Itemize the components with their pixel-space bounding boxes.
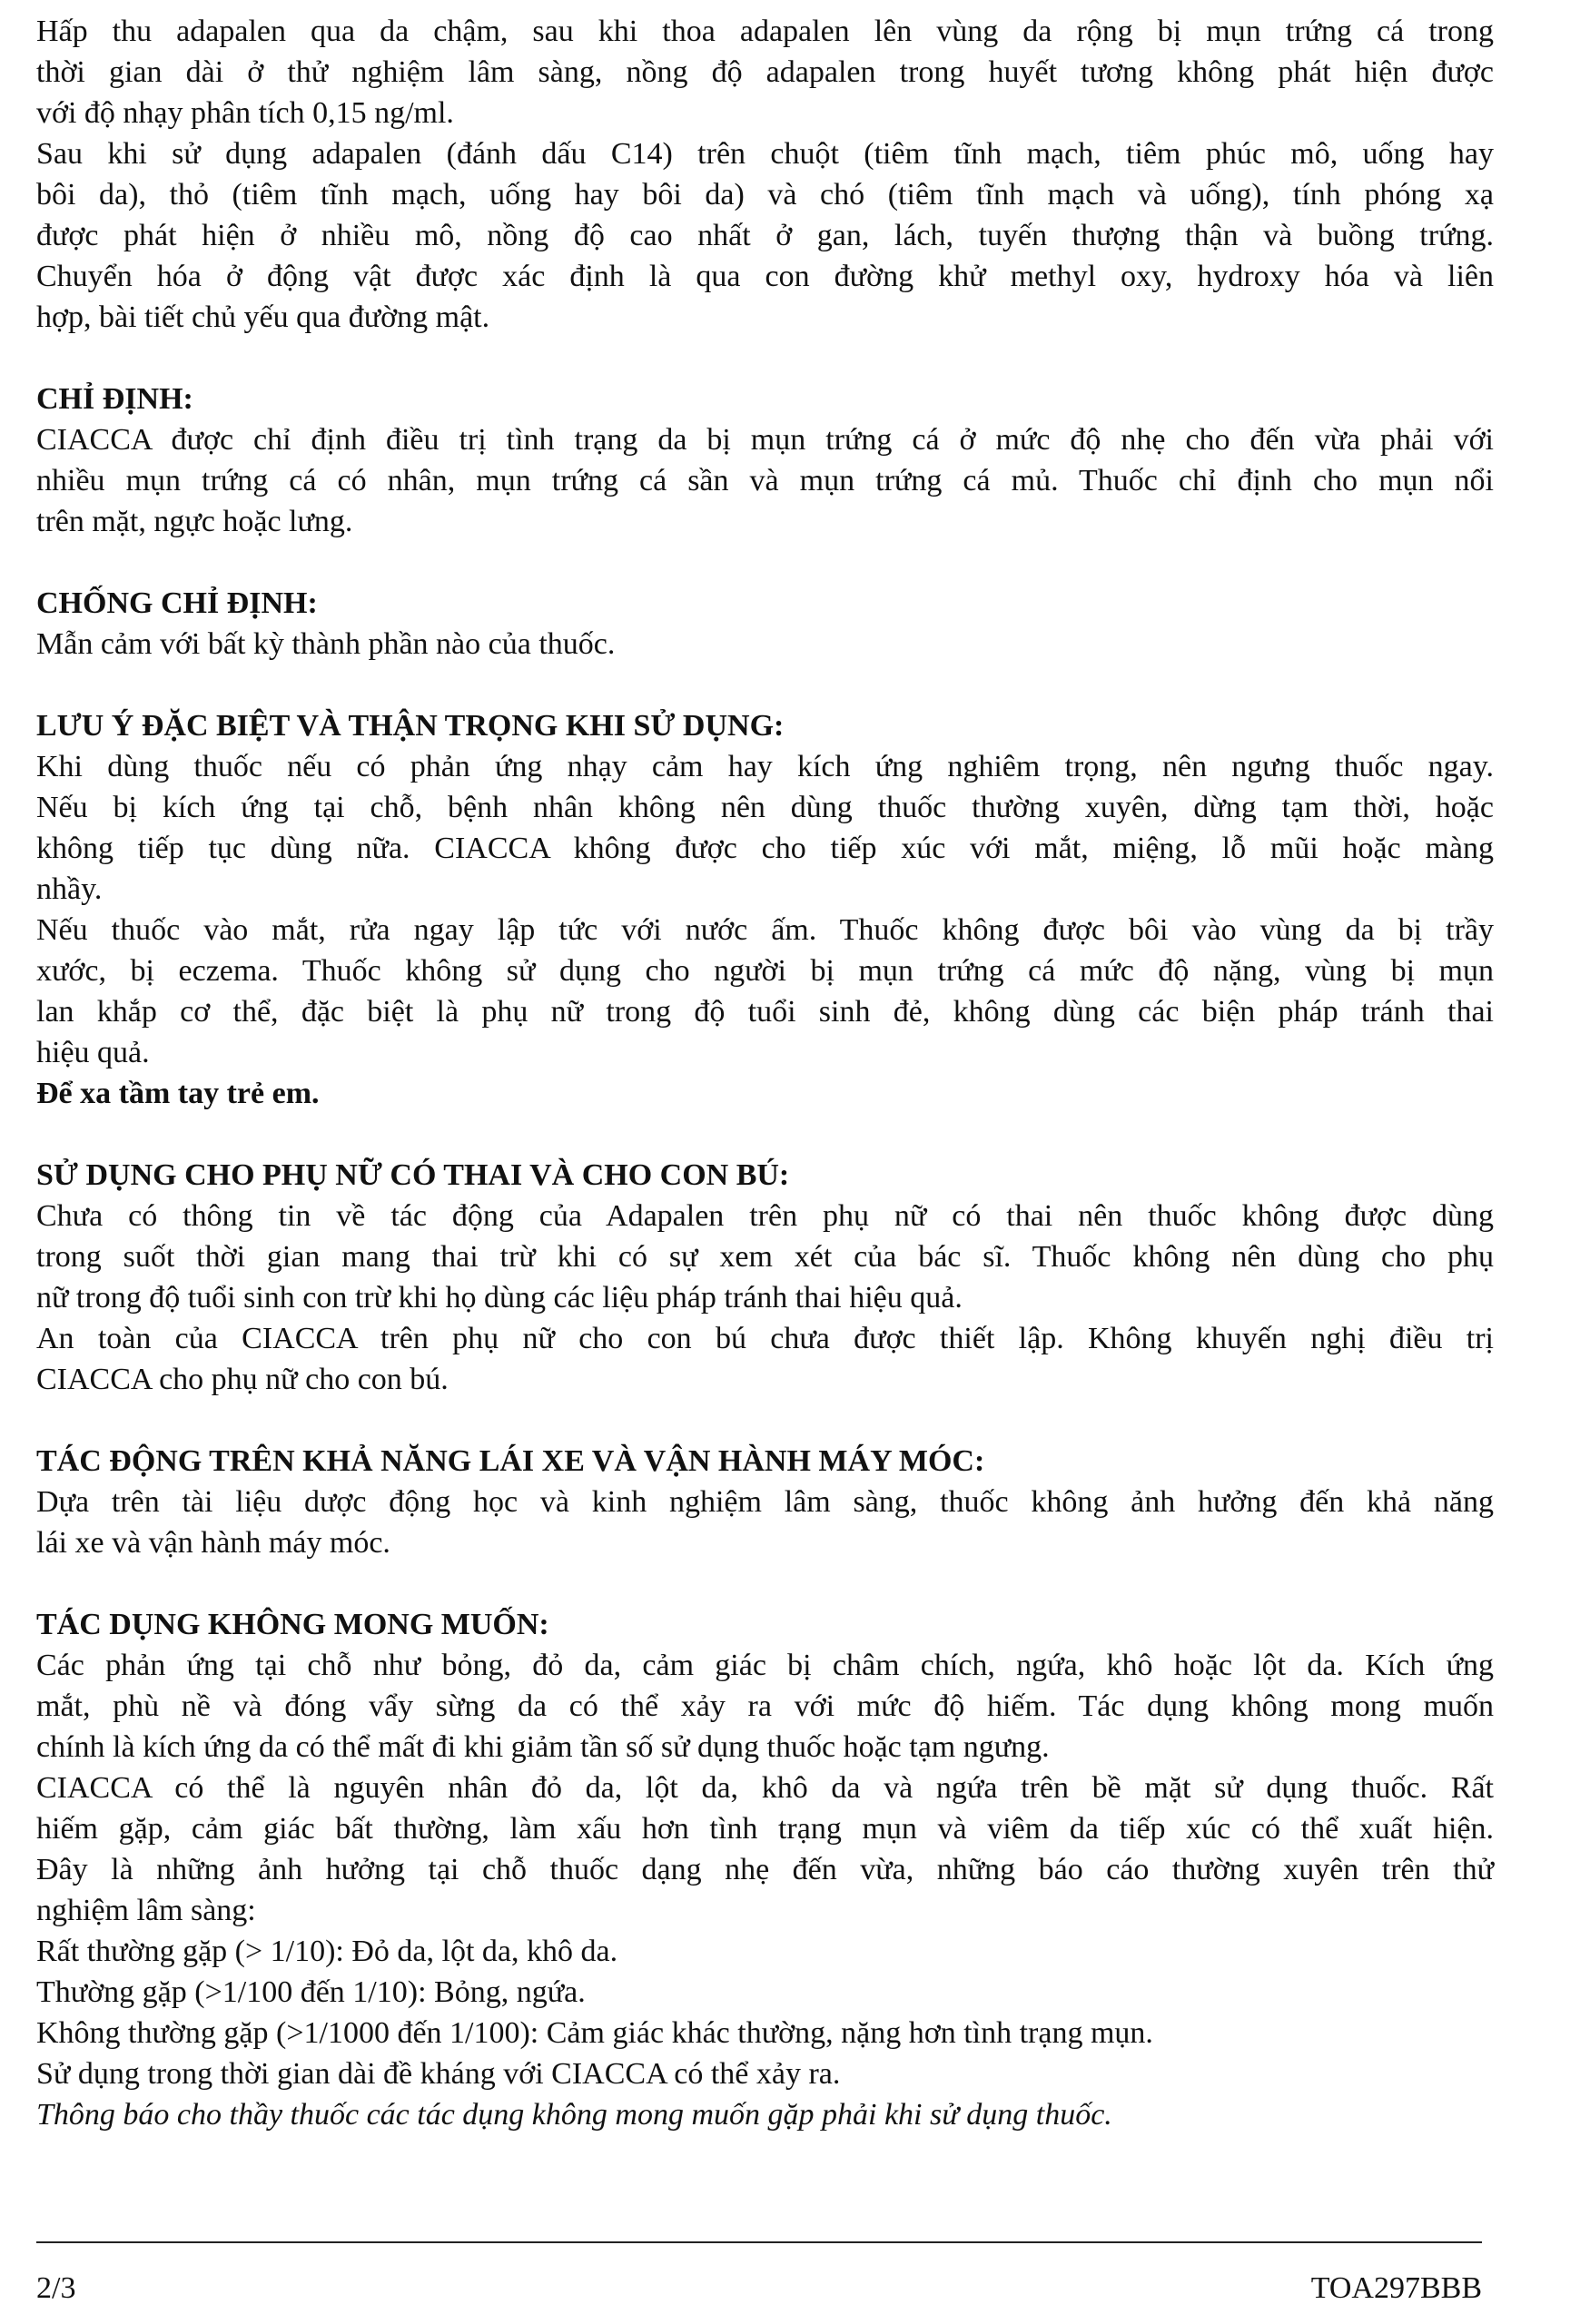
- text-line: Thường gặp (>1/100 đến 1/10): Bỏng, ngứa.: [36, 1975, 586, 2009]
- text-line: Mẫn cảm với bất kỳ thành phần nào của thuốc.: [36, 627, 616, 661]
- text-line: lan khắp cơ thể, đặc biệt là phụ nữ trong độ tuổi sinh đẻ, không dùng các biện pháp tránh thai: [36, 995, 1494, 1029]
- page-number: 2/3: [36, 2271, 76, 2305]
- pregnancy-section: [36, 1155, 1494, 1400]
- side-effects-paragraph-2: [36, 1768, 1494, 1931]
- text-line: mắt, phù nề và đóng vẩy sừng da có thể xảy ra với mức độ hiếm. Tác dụng không mong muốn: [36, 1689, 1494, 1723]
- text-line: hiệu quả.: [36, 1036, 150, 1069]
- text-line: xước, bị eczema. Thuốc không sử dụng cho người bị mụn trứng cá mức độ nặng, vùng bị mụn: [36, 954, 1494, 988]
- text-line: Sau khi sử dụng adapalen (đánh dấu C14) trên chuột (tiêm tĩnh mạch, tiêm phúc mô, uống hay: [36, 137, 1494, 171]
- driving-paragraph: [36, 1482, 1494, 1563]
- text-line: Chưa có thông tin về tác động của Adapalen trên phụ nữ có thai nên thuốc không được dùng: [36, 1199, 1494, 1233]
- pregnancy-paragraph-1: [36, 1196, 1494, 1318]
- text-line: được phát hiện ở nhiều mô, nồng độ cao nhất ở gan, lách, tuyến thượng thận và buồng trứng.: [36, 219, 1494, 252]
- indications-heading: CHỈ ĐỊNH:: [36, 382, 193, 416]
- text-line: không tiếp tục dùng nữa. CIACCA không được cho tiếp xúc với mắt, miệng, lỗ mũi hoặc màng: [36, 832, 1494, 865]
- text-line: Nếu bị kích ứng tại chỗ, bệnh nhân không nên dùng thuốc thường xuyên, dừng tạm thời, hoặc: [36, 791, 1494, 824]
- precautions-paragraph-1: [36, 746, 1494, 910]
- frequency-very-common: [36, 1931, 1494, 1972]
- distribution-paragraph: [36, 133, 1494, 338]
- text-line: Rất thường gặp (> 1/10): Đỏ da, lột da, khô da.: [36, 1935, 618, 1968]
- text-line: thời gian dài ở thử nghiệm lâm sàng, nồng độ adapalen trong huyết tương không phát hiện được: [36, 55, 1494, 89]
- text-line: Để xa tầm tay trẻ em.: [36, 1077, 320, 1110]
- text-line: Dựa trên tài liệu dược động học và kinh nghiệm lâm sàng, thuốc không ảnh hưởng đến khả năng: [36, 1485, 1494, 1519]
- text-line: hiếm gặp, cảm giác bất thường, làm xấu hơn tình trạng mụn và viêm da tiếp xúc có thể xuất hiện.: [36, 1812, 1494, 1846]
- side-effects-section: [36, 1604, 1494, 2135]
- driving-section: [36, 1441, 1494, 1563]
- contraindications-paragraph: [36, 624, 1494, 665]
- precautions-heading: LƯU Ý ĐẶC BIỆT VÀ THẬN TRỌNG KHI SỬ DỤNG:: [36, 709, 785, 743]
- pregnancy-heading: SỬ DỤNG CHO PHỤ NỮ CÓ THAI VÀ CHO CON BÚ:: [36, 1158, 790, 1192]
- frequency-uncommon: [36, 2013, 1494, 2053]
- report-notice: [36, 2094, 1494, 2135]
- precautions-section: [36, 705, 1494, 1114]
- text-line: Chuyển hóa ở động vật được xác định là qua con đường khử methyl oxy, hydroxy hóa và liên: [36, 260, 1494, 293]
- text-line: CIACCA có thể là nguyên nhân đỏ da, lột da, khô da và ngứa trên bề mặt sử dụng thuốc. Rất: [36, 1771, 1494, 1805]
- text-line: Nếu thuốc vào mắt, rửa ngay lập tức với nước ấm. Thuốc không được bôi vào vùng da bị trầy: [36, 913, 1494, 947]
- side-effects-paragraph-1: [36, 1645, 1494, 1768]
- page-footer: [36, 2271, 1482, 2306]
- text-line: Không thường gặp (>1/1000 đến 1/100): Cảm giác khác thường, nặng hơn tình trạng mụn.: [36, 2016, 1153, 2050]
- text-line: Các phản ứng tại chỗ như bỏng, đỏ da, cảm giác bị châm chích, ngứa, khô hoặc lột da. Kích ứng: [36, 1649, 1494, 1682]
- contraindications-heading: CHỐNG CHỈ ĐỊNH:: [36, 586, 318, 620]
- text-line: nhiều mụn trứng cá có nhân, mụn trứng cá sần và mụn trứng cá mủ. Thuốc chỉ định cho mụn nổi: [36, 464, 1494, 497]
- text-line: nữ trong độ tuổi sinh con trừ khi họ dùng các liệu pháp tránh thai hiệu quả.: [36, 1281, 963, 1315]
- resistance-note: [36, 2053, 1494, 2094]
- document-page: [36, 11, 1494, 2135]
- text-line: CIACCA cho phụ nữ cho con bú.: [36, 1363, 449, 1396]
- text-line: với độ nhạy phân tích 0,15 ng/ml.: [36, 96, 454, 130]
- text-line: Thông báo cho thầy thuốc các tác dụng không mong muốn gặp phải khi sử dụng thuốc.: [36, 2098, 1112, 2132]
- contraindications-section: [36, 583, 1494, 665]
- precautions-paragraph-2: [36, 910, 1494, 1073]
- text-line: nghiệm lâm sàng:: [36, 1894, 256, 1927]
- frequency-common: [36, 1972, 1494, 2013]
- text-line: hợp, bài tiết chủ yếu qua đường mật.: [36, 300, 490, 334]
- indications-paragraph: [36, 419, 1494, 542]
- absorption-paragraph: [36, 11, 1494, 133]
- text-line: bôi da), thỏ (tiêm tĩnh mạch, uống hay bôi da) và chó (tiêm tĩnh mạch và uống), tính phóng xạ: [36, 178, 1494, 212]
- text-line: lái xe và vận hành máy móc.: [36, 1526, 390, 1560]
- text-line: Sử dụng trong thời gian dài đề kháng với CIACCA có thể xảy ra.: [36, 2057, 841, 2091]
- footer-divider: [36, 2241, 1482, 2243]
- pregnancy-paragraph-2: [36, 1318, 1494, 1400]
- text-line: Khi dùng thuốc nếu có phản ứng nhạy cảm hay kích ứng nghiêm trọng, nên ngưng thuốc ngay.: [36, 750, 1494, 783]
- text-line: chính là kích ứng da có thể mất đi khi giảm tần số sử dụng thuốc hoặc tạm ngưng.: [36, 1730, 1050, 1764]
- text-line: nhầy.: [36, 872, 103, 906]
- text-line: CIACCA được chỉ định điều trị tình trạng da bị mụn trứng cá ở mức độ nhẹ cho đến vừa phải với: [36, 423, 1494, 457]
- children-warning: [36, 1073, 1494, 1114]
- side-effects-heading: TÁC DỤNG KHÔNG MONG MUỐN:: [36, 1608, 549, 1641]
- text-line: trên mặt, ngực hoặc lưng.: [36, 505, 353, 538]
- text-line: trong suốt thời gian mang thai trừ khi có sự xem xét của bác sĩ. Thuốc không nên dùng cho phụ: [36, 1240, 1494, 1274]
- driving-heading: TÁC ĐỘNG TRÊN KHẢ NĂNG LÁI XE VÀ VẬN HÀNH MÁY MÓC:: [36, 1444, 985, 1478]
- text-line: An toàn của CIACCA trên phụ nữ cho con bú chưa được thiết lập. Không khuyến nghị điều trị: [36, 1322, 1494, 1355]
- text-line: Đây là những ảnh hưởng tại chỗ thuốc dạng nhẹ đến vừa, những báo cáo thường xuyên trên thử: [36, 1853, 1494, 1886]
- text-line: Hấp thu adapalen qua da chậm, sau khi thoa adapalen lên vùng da rộng bị mụn trứng cá trong: [36, 15, 1494, 48]
- document-code: TOA297BBB: [1310, 2271, 1482, 2305]
- indications-section: [36, 379, 1494, 542]
